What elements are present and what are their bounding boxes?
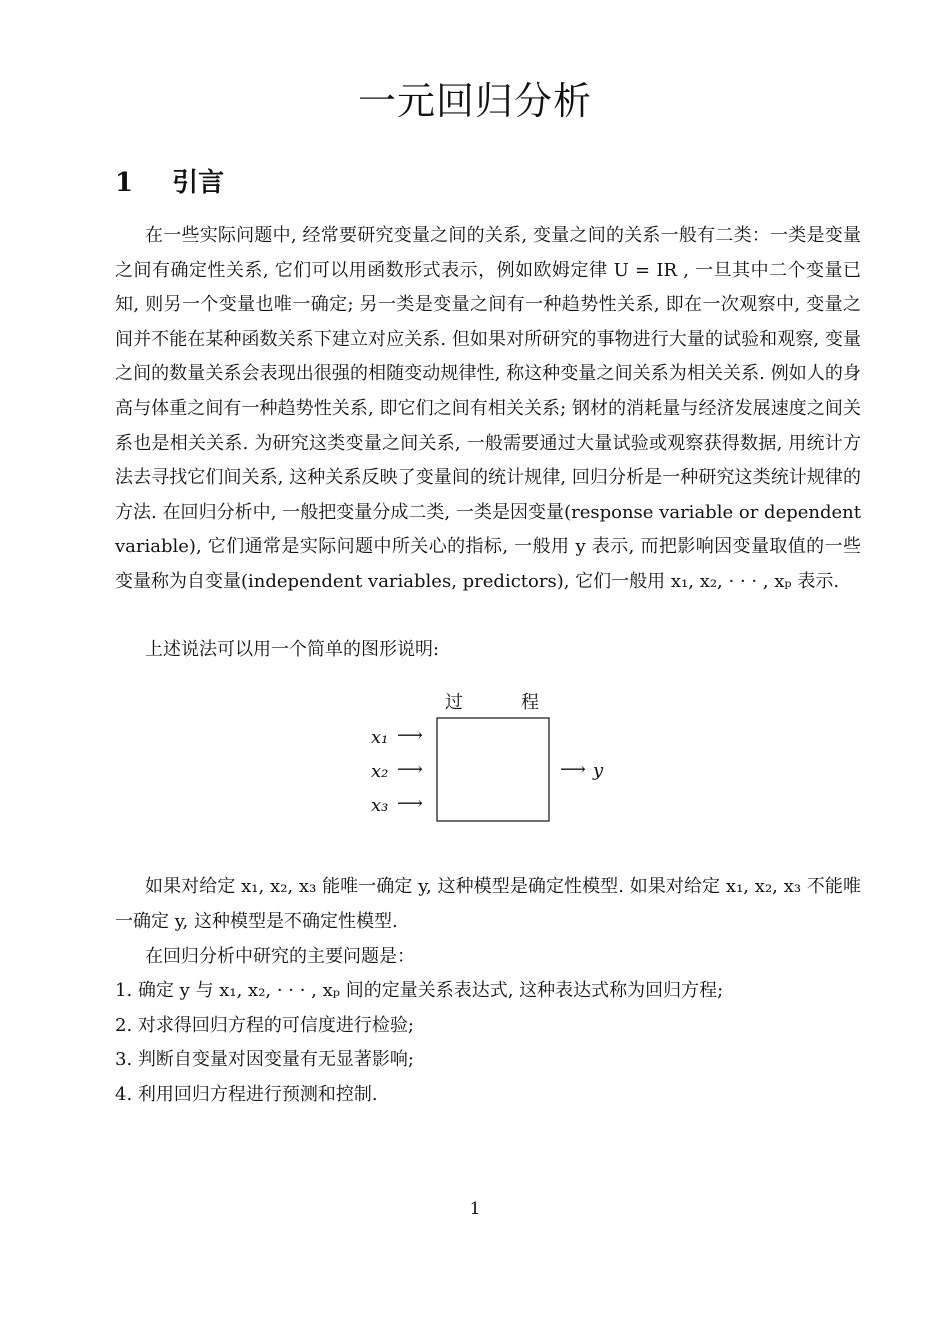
diagram-header-left: 过 (445, 692, 463, 713)
page-number: 1 (469, 1199, 481, 1219)
input-x2: x₂ (371, 761, 389, 782)
problems-intro (115, 940, 861, 975)
output-y: y (593, 760, 604, 781)
arrow-icon: ⟶ (397, 793, 423, 814)
model-paragraph-text: 如果对给定 x₁, x₂, x₃ 能唯一确定 y, 这种模型是确定性模型. 如果对给定 x₁, x₂, x₃ 不能唯一确定 y, 这种模型是不确定性模型. (115, 876, 861, 932)
arrow-icon: ⟶ (397, 725, 423, 746)
process-box (437, 718, 549, 821)
list-item: 3. 判断自变量对因变量有无显著影响; (115, 1049, 414, 1071)
diagram-intro-text: 上述说法可以用一个简单的图形说明: (145, 639, 440, 660)
intro-paragraph-text: 在一些实际问题中, 经常要研究变量之间的关系, 变量之间的关系一般有二类：一类是变量之间有确定性关系, 它们可以用函数形式表示，例如欧姆定律 U = IR , 一旦其中二个变量已知, 则另一个变量也唯一确定; 另一类是变量之间有一种趋势性关系, 即在一次观察中, 变量之间并不能在某种函数关系下建立对应关系. 但如果对所研究的事物进行大量的试验和观察, 变量之间的数量关系会表现出很强的相随变动规律性, 称这种变量之间关系为相关关系. 例如人的身高与体重之间有一种趋势性关系, 即它们之间有相关关系; 钢材的消耗量与经济发展速度之间关系也是相关关系. 为研究这类变量之间关系, 一般需要通过大量试验或观察获得数据, 用统计方法去寻找它们间关系, 这种关系反映了变量间的统计规律, 回归分析是一种研究这类统计规律的方法. 在回归分析中, 一般把变量分成二类, 一类是因变量(response variable or dependent variable), 它们通常是实际问题中所关心的指标, 一般用 y 表示, 而把影响因变量取值的一些变量称为自变量(independent variables, predictors), 它们一般用 x₁, x₂, · · · , xₚ 表示. (115, 225, 861, 592)
list-item: 2. 对求得回归方程的可信度进行检验; (115, 1014, 414, 1036)
document-title: 一元回归分析 (357, 79, 592, 123)
problems-intro-text: 在回归分析中研究的主要问题是： (145, 946, 415, 967)
list-item: 4. 利用回归方程进行预测和控制. (115, 1083, 378, 1105)
input-x1: x₁ (371, 727, 389, 748)
section-number: 1 (115, 168, 134, 198)
diagram-header-right: 程 (521, 692, 539, 713)
problems-list (115, 974, 861, 1112)
section-title: 引言 (172, 168, 225, 198)
list-item: 1. 确定 y 与 x₁, x₂, · · · , xₚ 间的定量关系表达式, 这种表达式称为回归方程; (115, 980, 724, 1001)
arrow-icon: ⟶ (397, 759, 423, 780)
input-x3: x₃ (371, 795, 389, 816)
arrow-icon: ⟶ (560, 759, 586, 780)
model-paragraph (115, 870, 861, 939)
